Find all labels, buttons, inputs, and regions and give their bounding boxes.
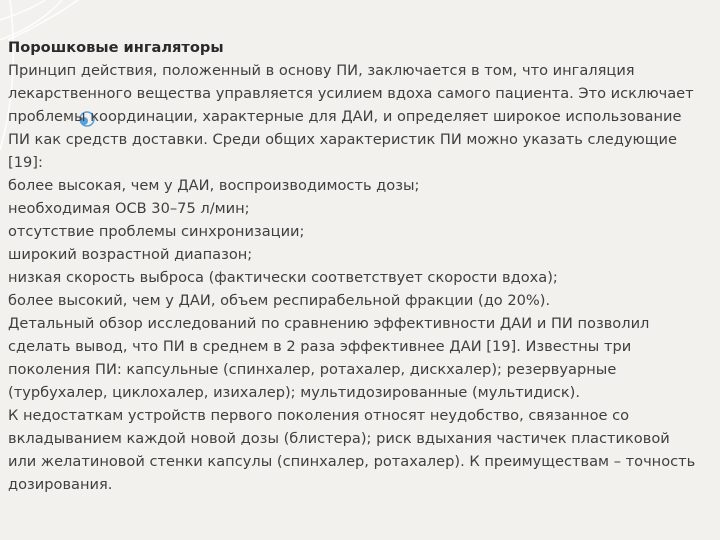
slide-text: [8, 36, 708, 496]
body-line: поколения ПИ: капсульные (спинхалер, ротахалер, дискхалер); резервуарные: [8, 361, 617, 378]
body-line: [19]:: [8, 154, 43, 171]
body-line: Детальный обзор исследований по сравнению эффективности ДАИ и ПИ позволил: [8, 315, 650, 332]
body-line: более высокий, чем у ДАИ, объем респирабельной фракции (до 20%).: [8, 292, 551, 309]
body-line: или желатиновой стенки капсулы (спинхалер, ротахалер). К преимуществам – точность: [8, 453, 696, 470]
body-line: широкий возрастной диапазон;: [8, 246, 253, 263]
body-line: сделать вывод, что ПИ в среднем в 2 раза эффективнее ДАИ [19]. Известны три: [8, 338, 632, 355]
body-line: низкая скорость выброса (фактически соответствует скорости вдоха);: [8, 269, 558, 286]
body-line: Принцип действия, положенный в основу ПИ, заключается в том, что ингаляция: [8, 62, 635, 79]
body-line: отсутствие проблемы синхронизации;: [8, 223, 305, 240]
body-lines: [8, 59, 708, 496]
slide-title: Порошковые ингаляторы: [8, 39, 224, 56]
body-line: вкладыванием каждой новой дозы (блистера); риск вдыхания частичек пластиковой: [8, 430, 670, 447]
body-line: лекарственного вещества управляется усилием вдоха самого пациента. Это исключает: [8, 85, 694, 102]
body-line: необходимая ОСВ 30–75 л/мин;: [8, 200, 250, 217]
body-line: более высокая, чем у ДАИ, воспроизводимость дозы;: [8, 177, 420, 194]
body-line: проблемы координации, характерные для ДАИ, и определяет широкое использование: [8, 108, 682, 125]
body-line: дозирования.: [8, 476, 113, 493]
body-line: К недостаткам устройств первого поколения относят неудобство, связанное со: [8, 407, 630, 424]
body-line: (турбухалер, циклохалер, изихалер); мультидозированные (мультидиск).: [8, 384, 580, 401]
body-line: ПИ как средств доставки. Среди общих характеристик ПИ можно указать следующие: [8, 131, 678, 148]
